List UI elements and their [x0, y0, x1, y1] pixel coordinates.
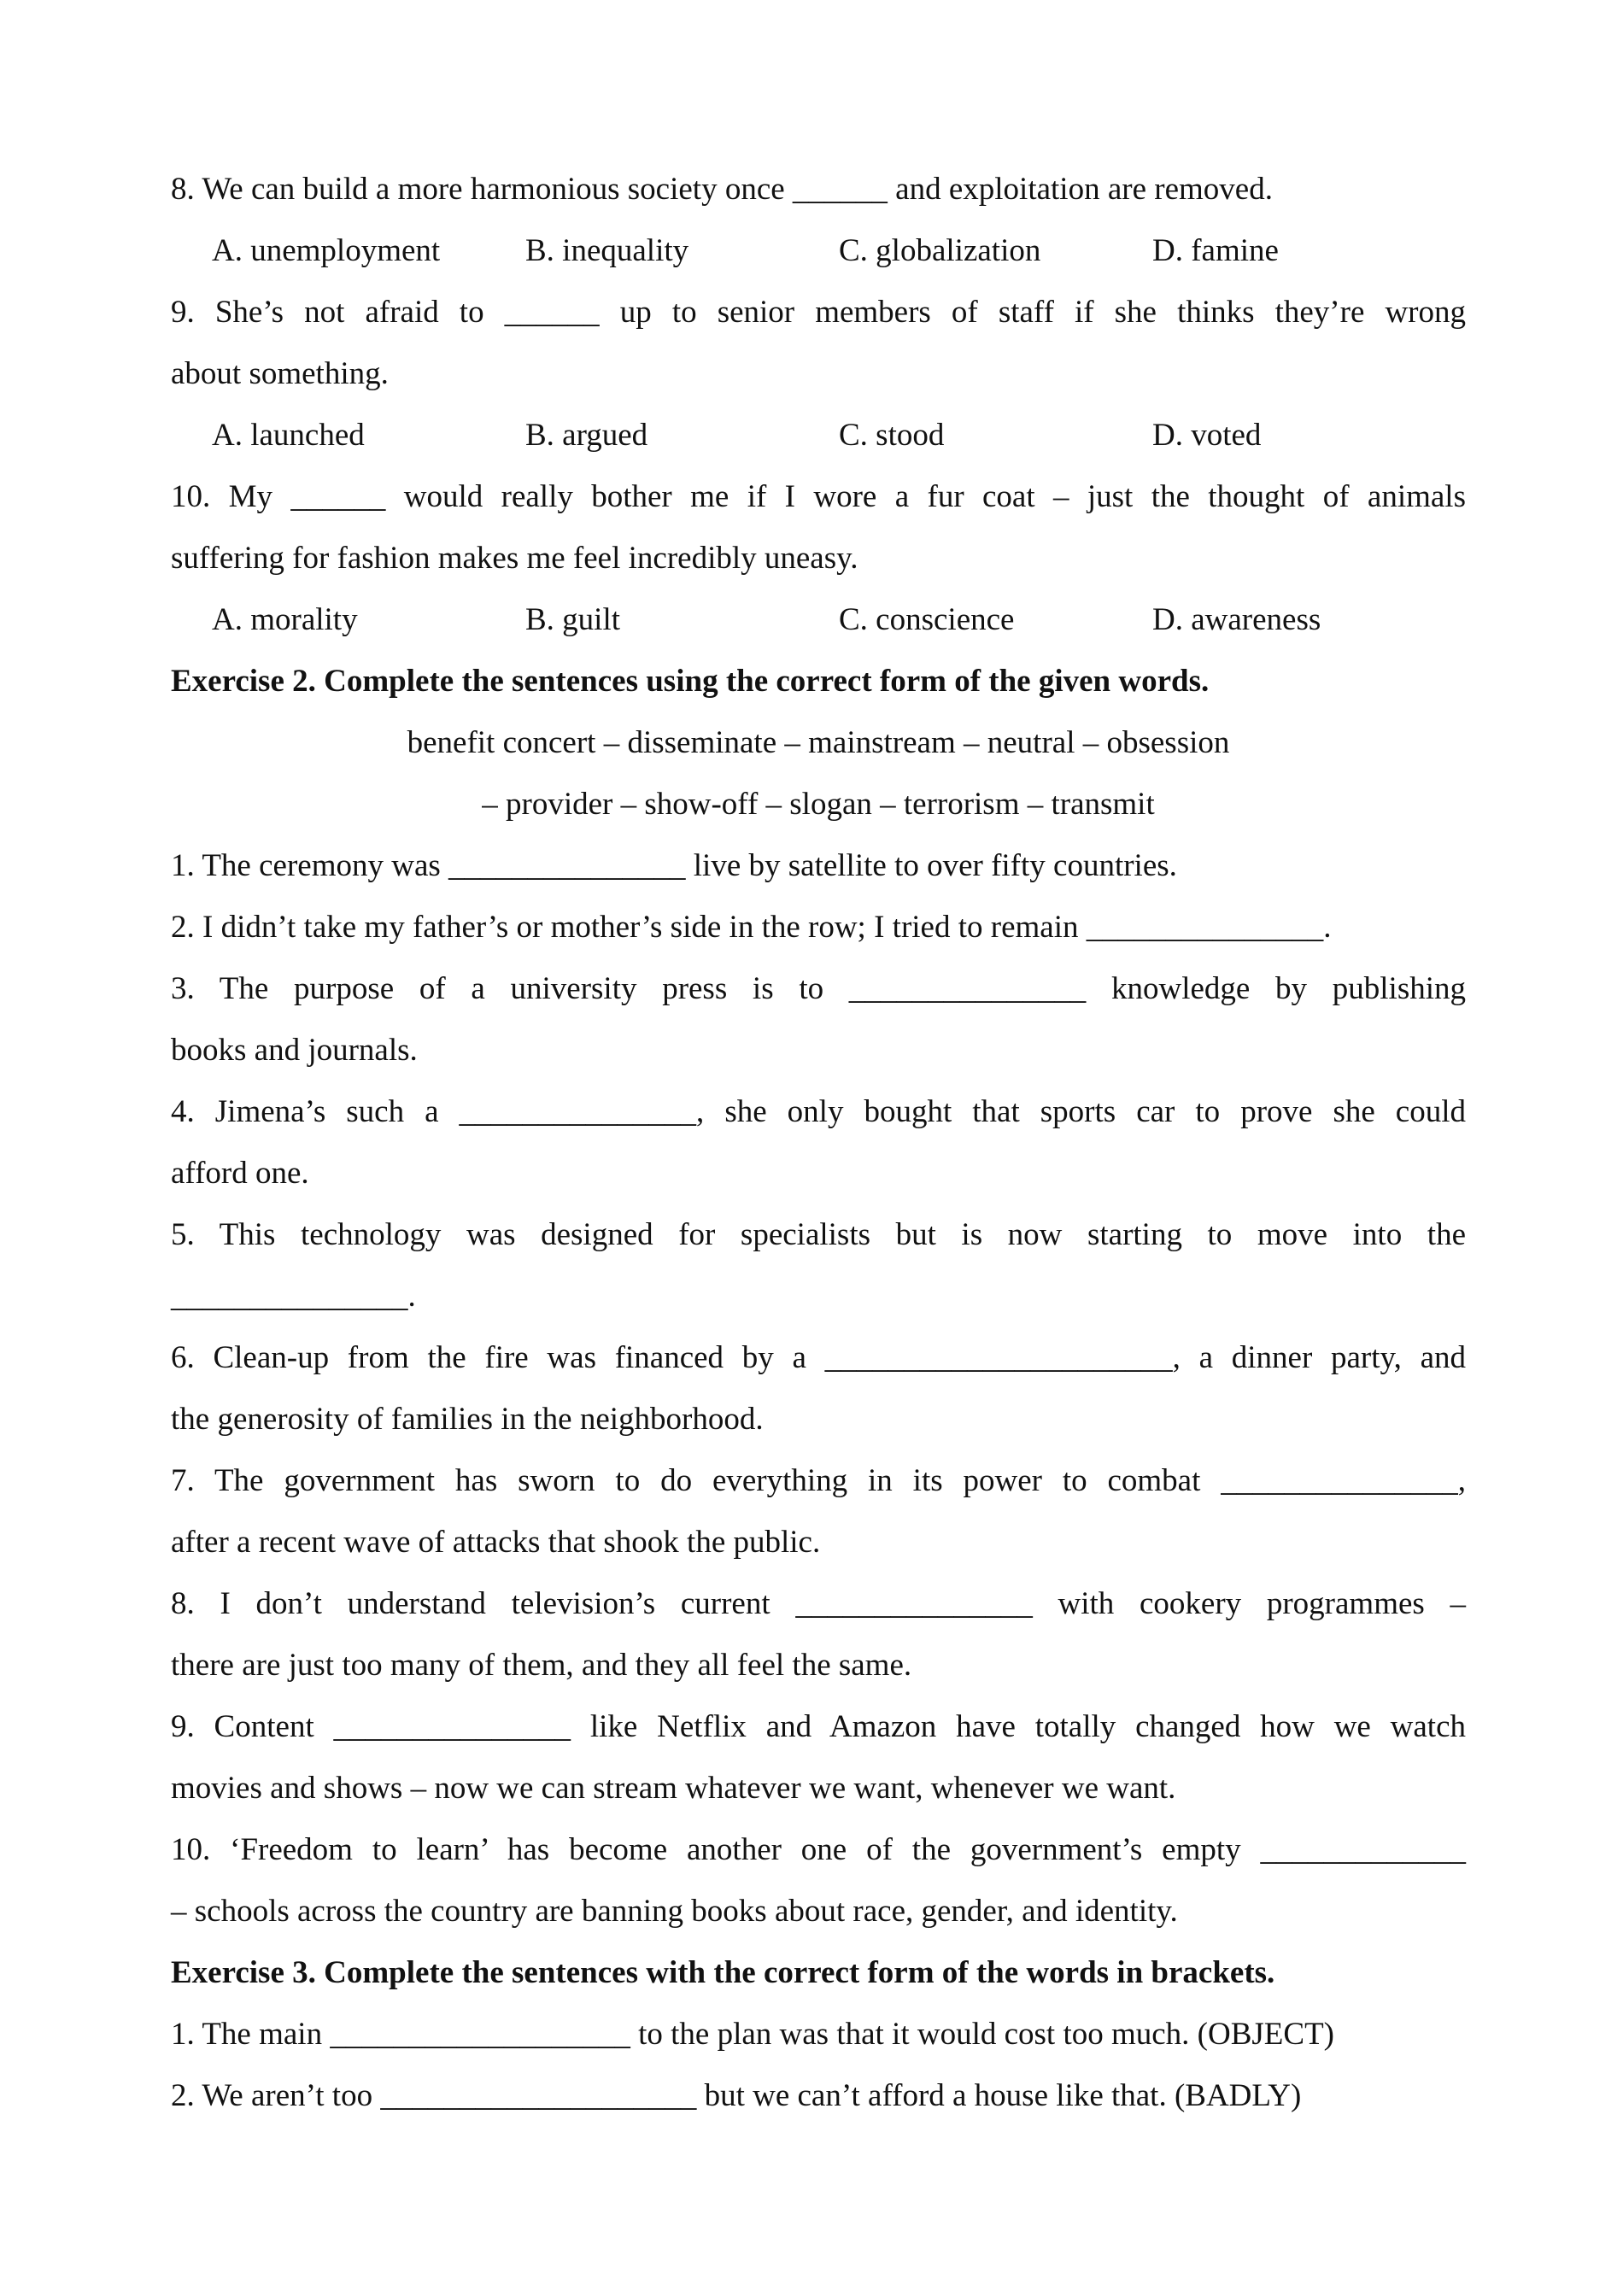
- option-c: C. stood: [839, 418, 945, 453]
- ex3-heading: Exercise 3. Complete the sentences with the correct form of the words in brackets.: [171, 1955, 1275, 1990]
- option-b: B. guilt: [525, 602, 621, 637]
- ex2-line: 4. Jimena’s such a _______________, she only bought that sports car to prove she could: [171, 1094, 1466, 1129]
- ex3-line: 1. The main ___________________ to the plan was that it would cost too much. (OBJECT): [171, 2017, 1335, 2052]
- ex2-line: movies and shows – now we can stream whatever we want, whenever we want.: [171, 1771, 1176, 1806]
- ex2-line: after a recent wave of attacks that shook the public.: [171, 1525, 821, 1560]
- ex2-line: 1. The ceremony was _______________ live by satellite to over fifty countries.: [171, 848, 1177, 883]
- option-b: B. inequality: [525, 233, 689, 268]
- ex1-q10-stem: 10. My ______ would really bother me if I wore a fur coat – just the thought of animals: [171, 479, 1466, 514]
- ex2-line: books and journals.: [171, 1033, 418, 1068]
- option-a: A. unemployment: [212, 233, 441, 268]
- ex1-q9-stem: 9. She’s not afraid to ______ up to senior members of staff if she thinks they’re wrong: [171, 295, 1466, 330]
- option-d: D. voted: [1152, 418, 1262, 453]
- ex2-line: the generosity of families in the neighborhood.: [171, 1402, 764, 1437]
- ex3-line: 2. We aren’t too ____________________ but we can’t afford a house like that. (BADLY): [171, 2078, 1302, 2113]
- option-c: C. globalization: [839, 233, 1041, 268]
- option-b: B. argued: [525, 418, 648, 453]
- ex2-line: afford one.: [171, 1156, 309, 1191]
- option-c: C. conscience: [839, 602, 1015, 637]
- option-d: D. awareness: [1152, 602, 1321, 637]
- ex2-line: 3. The purpose of a university press is to _______________ knowledge by publishing: [171, 971, 1466, 1006]
- ex2-line: 2. I didn’t take my father’s or mother’s side in the row; I tried to remain _______________.: [171, 910, 1332, 945]
- ex2-line: 5. This technology was designed for specialists but is now starting to move into the: [171, 1217, 1466, 1252]
- ex2-line: 8. I don’t understand television’s current _______________ with cookery programmes –: [171, 1586, 1466, 1621]
- ex1-q9-stem-cont: about something.: [171, 356, 389, 391]
- option-a: A. launched: [212, 418, 365, 453]
- ex2-line: 9. Content _______________ like Netflix and Amazon have totally changed how we watch: [171, 1709, 1466, 1744]
- ex2-line: – schools across the country are banning books about race, gender, and identity.: [171, 1894, 1178, 1929]
- ex1-q8-stem: 8. We can build a more harmonious society once ______ and exploitation are removed.: [171, 172, 1273, 207]
- ex1-q8-options: [212, 229, 1466, 273]
- option-d: D. famine: [1152, 233, 1279, 268]
- ex2-wordbank-line-1: benefit concert – disseminate – mainstream – neutral – obsession: [407, 725, 1230, 760]
- ex1-q10-options: [212, 598, 1466, 642]
- ex2-line: _______________.: [171, 1279, 416, 1314]
- ex2-heading: Exercise 2. Complete the sentences using the correct form of the given words.: [171, 664, 1210, 699]
- option-a: A. morality: [212, 602, 358, 637]
- ex2-line: 10. ‘Freedom to learn’ has become another one of the government’s empty _____________: [171, 1832, 1466, 1867]
- ex2-line: 6. Clean-up from the fire was financed by a ______________________, a dinner party, and: [171, 1340, 1466, 1375]
- ex2-wordbank-line-2: – provider – show-off – slogan – terrorism – transmit: [482, 787, 1155, 822]
- ex1-q9-options: [212, 413, 1466, 458]
- ex2-line: there are just too many of them, and they all feel the same.: [171, 1648, 912, 1683]
- ex1-q10-stem-cont: suffering for fashion makes me feel incredibly uneasy.: [171, 541, 858, 576]
- ex2-line: 7. The government has sworn to do everything in its power to combat _______________,: [171, 1463, 1466, 1498]
